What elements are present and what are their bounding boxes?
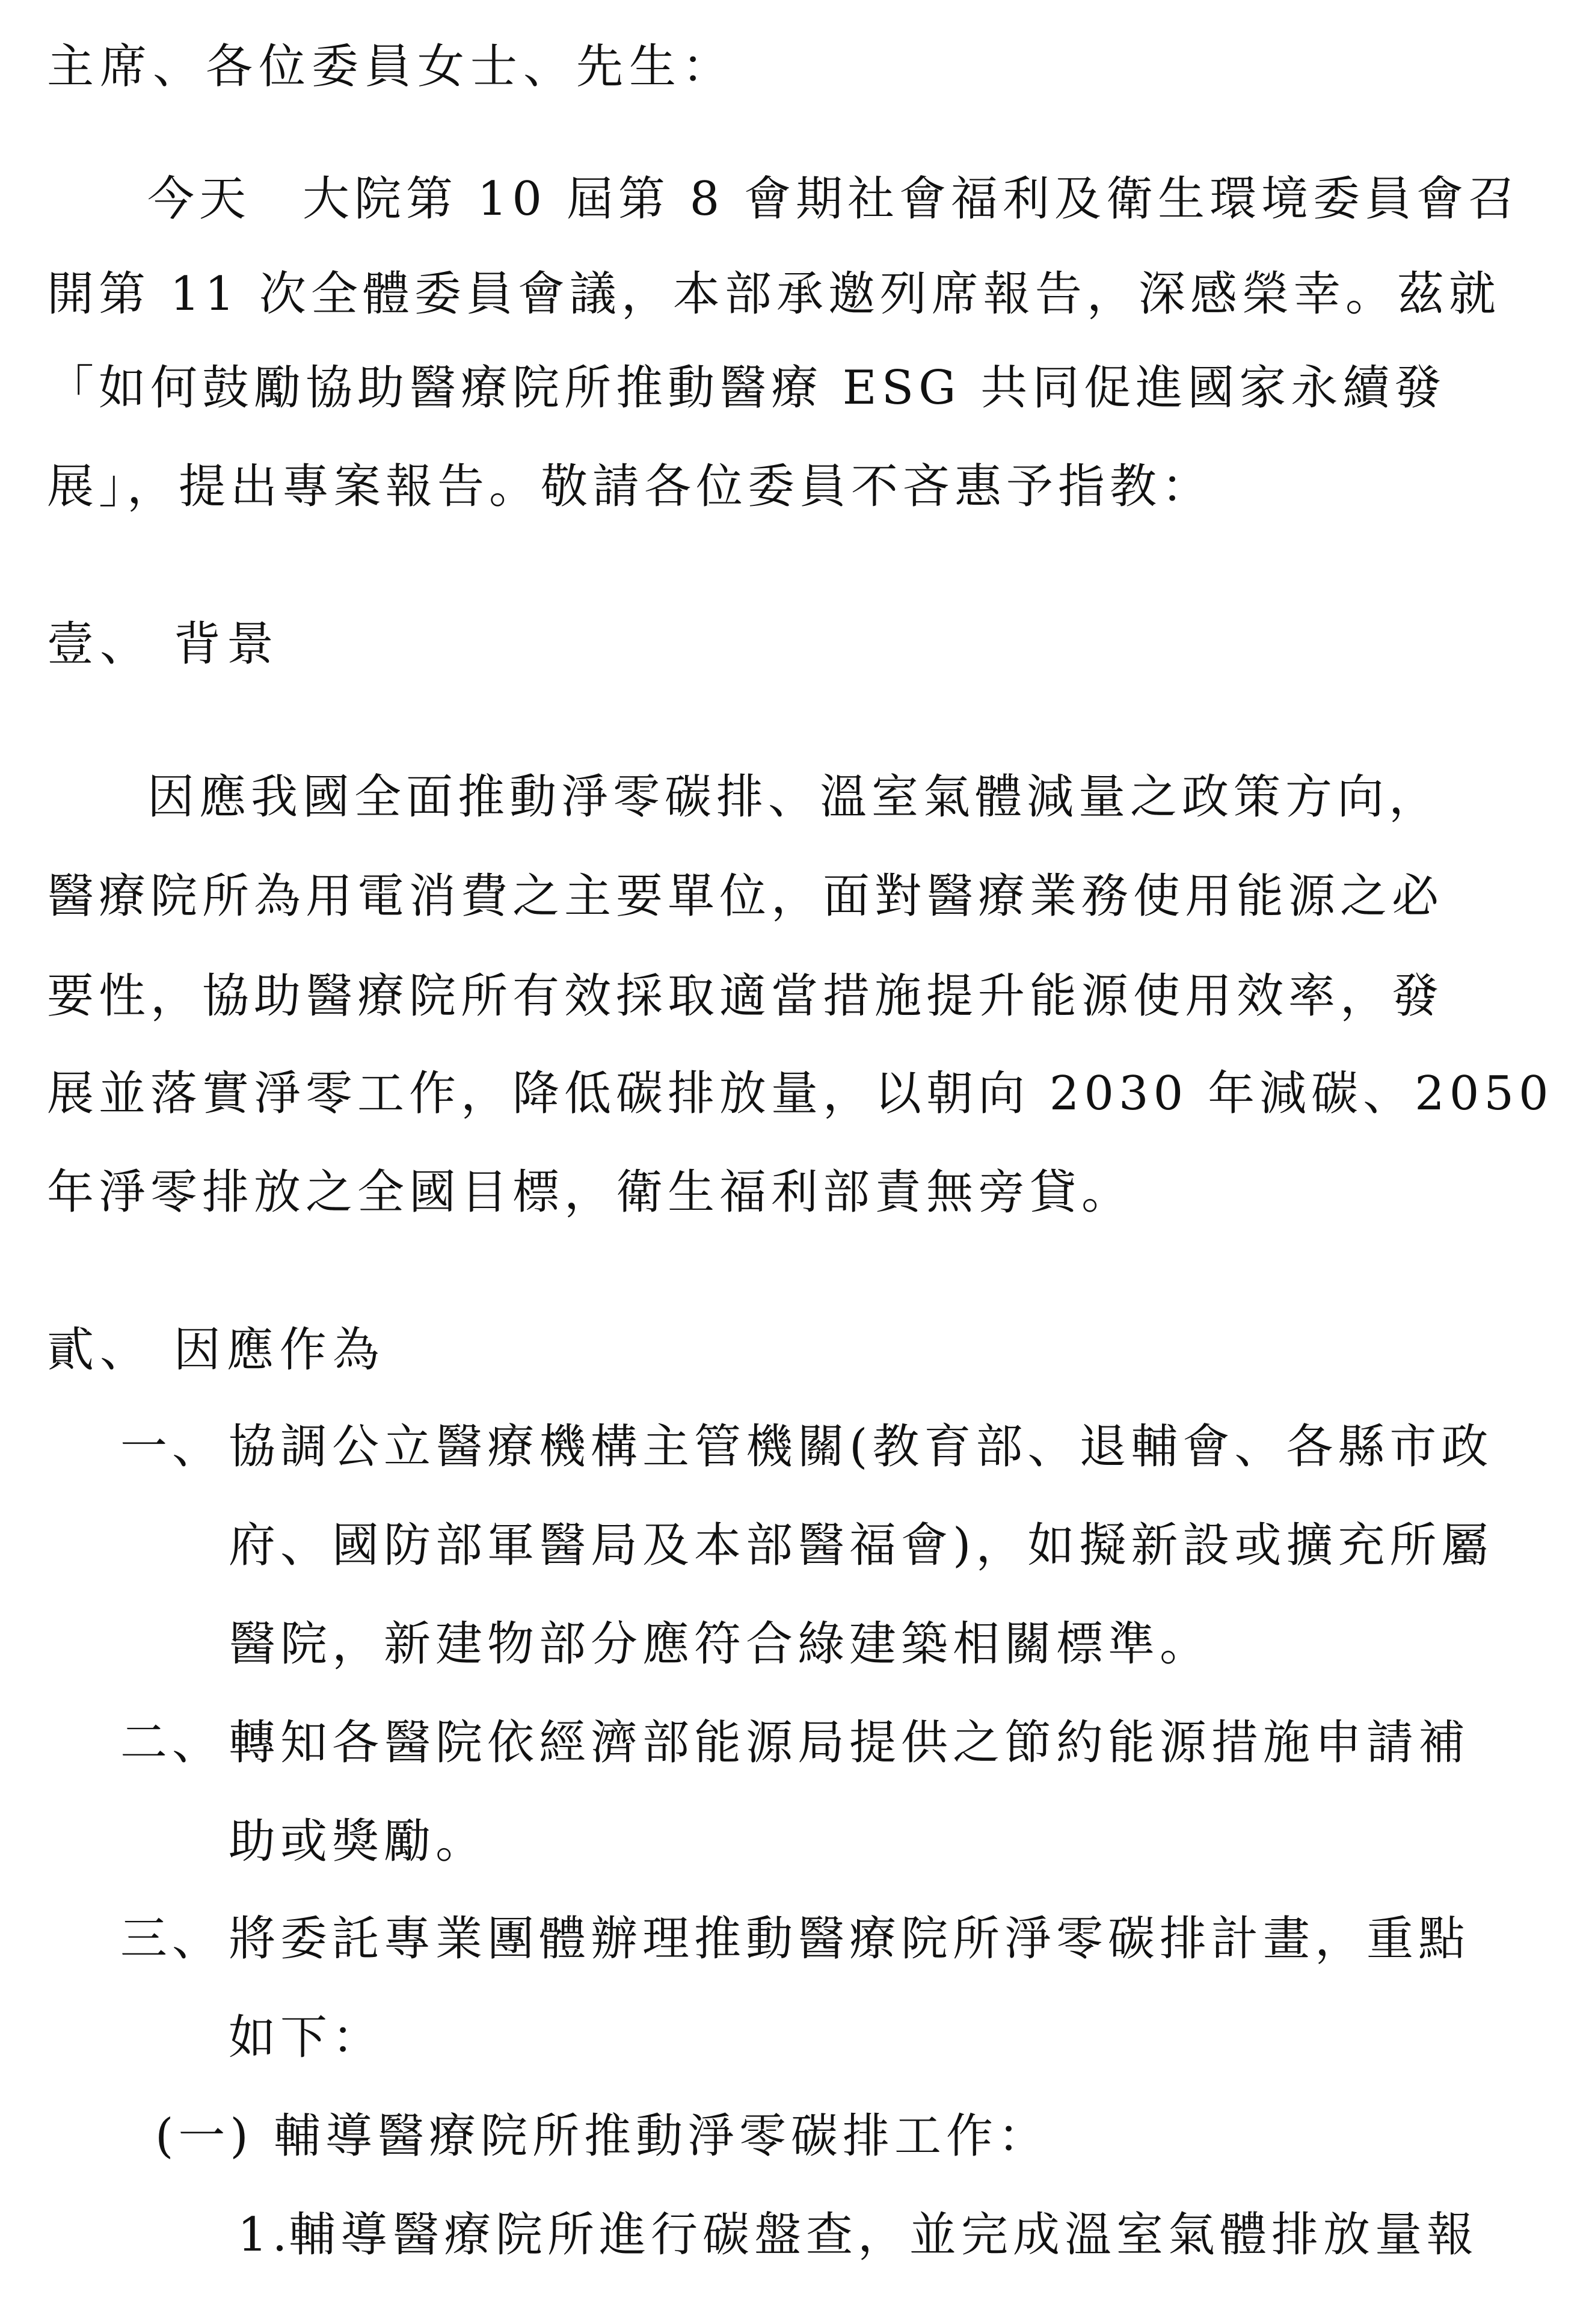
salutation: 主席、各位委員女士、先生：	[47, 40, 736, 94]
intro-line-3: 「如何鼓勵協助醫療院所推動醫療 ESG 共同促進國家永續發	[47, 361, 1446, 415]
list-item-1-line-1: 協調公立醫療機構主管機關(教育部、退輔會、各縣市政	[229, 1420, 1493, 1474]
background-line-4: 展並落實淨零工作，降低碳排放量，以朝向 2030 年減碳、2050	[47, 1067, 1554, 1121]
section-title-responses: 貳、 因應作為	[47, 1323, 386, 1377]
background-line-5: 年淨零排放之全國目標，衛生福利部責無旁貸。	[47, 1165, 1134, 1219]
list-item-3-line-2: 如下：	[229, 2011, 384, 2065]
subsubitem-1-label: 1.	[238, 2208, 292, 2262]
background-line-2: 醫療院所為用電消費之主要單位，面對醫療業務使用能源之必	[47, 869, 1444, 923]
subitem-1-text: 輔導醫療院所推動淨零碳排工作：	[274, 2109, 1050, 2163]
background-line-1: 因應我國全面推動淨零碳排、溫室氣體減量之政策方向，	[147, 770, 1441, 824]
subsubitem-1-text: 輔導醫療院所進行碳盤查，並完成溫室氣體排放量報	[289, 2208, 1479, 2262]
list-item-3-label: 三、	[120, 1912, 224, 1966]
subitem-1-label: (一)	[155, 2109, 253, 2163]
intro-line-2: 開第 11 次全體委員會議，本部承邀列席報告，深感榮幸。茲就	[47, 267, 1501, 321]
section-title-background: 壹、 背景	[47, 617, 280, 671]
list-item-1-line-2: 府、國防部軍醫局及本部醫福會)，如擬新設或擴充所屬	[229, 1518, 1493, 1573]
intro-line-4: 展」，提出專案報告。敬請各位委員不吝惠予指教：	[47, 460, 1214, 514]
list-item-2-line-2: 助或獎勵。	[229, 1814, 488, 1869]
intro-line-1: 今天 大院第 10 屆第 8 會期社會福利及衛生環境委員會召	[147, 172, 1520, 226]
list-item-3-line-1: 將委託專業團體辦理推動醫療院所淨零碳排計畫，重點	[229, 1912, 1471, 1966]
list-item-2-label: 二、	[120, 1716, 224, 1770]
list-item-2-line-1: 轉知各醫院依經濟部能源局提供之節約能源措施申請補	[229, 1716, 1471, 1770]
list-item-1-label: 一、	[120, 1420, 224, 1474]
list-item-1-line-3: 醫院，新建物部分應符合綠建築相關標準。	[229, 1617, 1212, 1671]
background-line-3: 要性，協助醫療院所有效採取適當措施提升能源使用效率，發	[47, 969, 1444, 1023]
